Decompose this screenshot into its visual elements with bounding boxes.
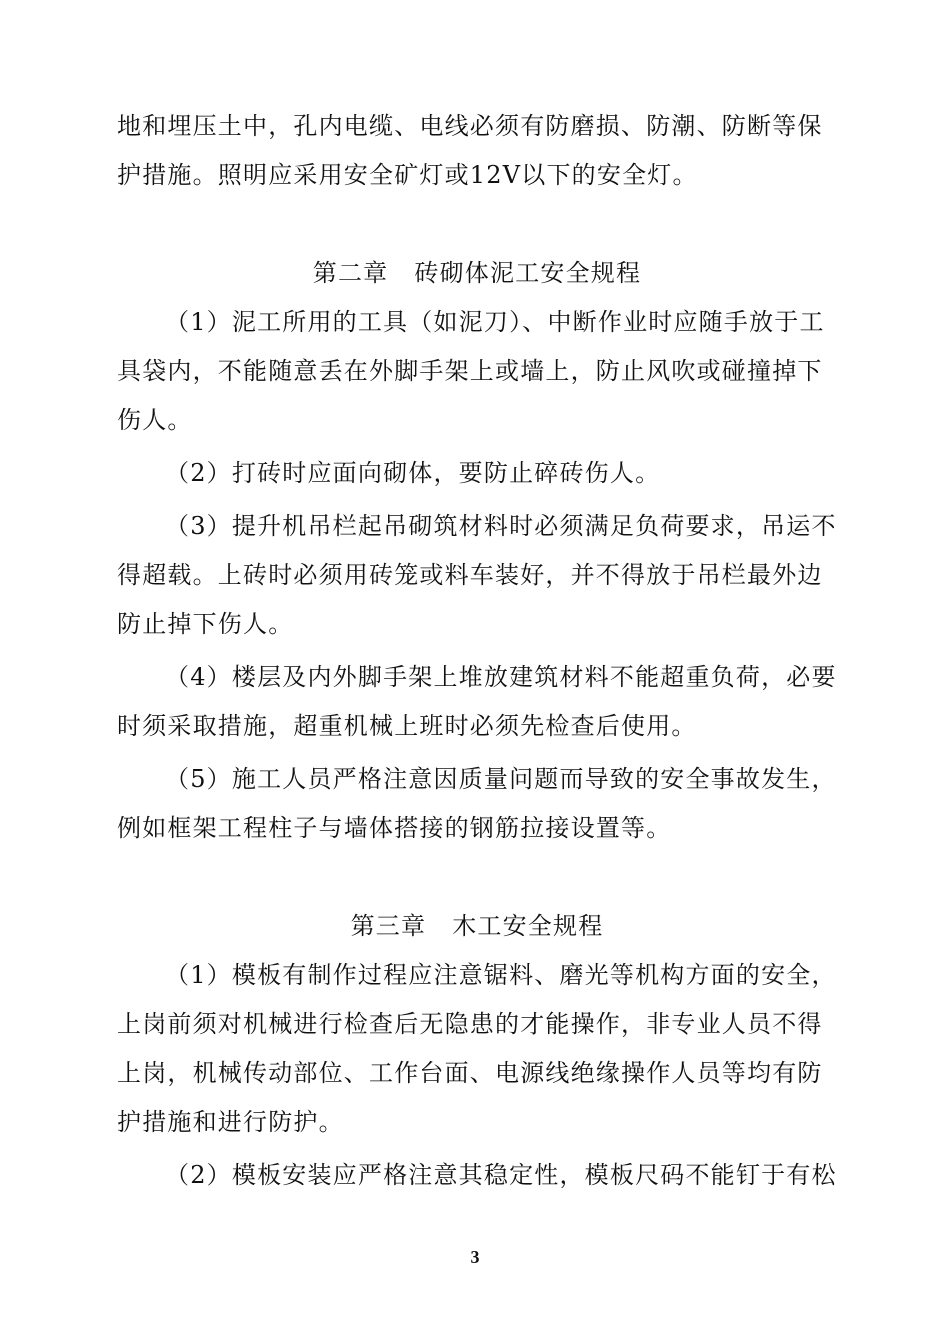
chapter-3-item-1 xyxy=(117,951,837,1147)
chapter-2-item-5 xyxy=(117,755,837,853)
chapter-3-item-2 xyxy=(117,1151,837,1200)
spacer xyxy=(117,853,837,902)
text-line: 护措施和进行防护。 xyxy=(117,1108,344,1136)
document-body xyxy=(117,102,837,1204)
chapter-3-heading xyxy=(117,902,837,951)
text-line: （4）楼层及内外脚手架上堆放建筑材料不能超重负荷，必要 xyxy=(165,663,837,691)
text-line: （2）模板安装应严格注意其稳定性，模板尺码不能钉于有松 xyxy=(165,1161,837,1189)
text-line: （2）打砖时应面向砌体，要防止碎砖伤人。 xyxy=(165,459,661,487)
text-line: （1）泥工所用的工具（如泥刀）、中断作业时应随手放于工 xyxy=(165,308,825,336)
text-line: 地和埋压土中，孔内电缆、电线必须有防磨损、防潮、防断等保 xyxy=(117,112,823,140)
text-line: （5）施工人员严格注意因质量问题而导致的安全事故发生， xyxy=(165,765,837,793)
text-line: 护措施。照明应采用安全矿灯或12V以下的安全灯。 xyxy=(117,161,698,189)
text-line: 时须采取措施，超重机械上班时必须先检查后使用。 xyxy=(117,712,697,740)
text-line: （3）提升机吊栏起吊砌筑材料时必须满足负荷要求，吊运不 xyxy=(165,512,837,540)
text-line: 上岗前须对机械进行检查后无隐患的才能操作，非专业人员不得 xyxy=(117,1010,823,1038)
spacer xyxy=(117,200,837,249)
page-number: 3 xyxy=(470,1247,480,1267)
chapter-2-number: 第二章 xyxy=(312,259,389,287)
chapter-2-heading xyxy=(117,249,837,298)
text-line: 得超载。上砖时必须用砖笼或料车装好，并不得放于吊栏最外边 xyxy=(117,561,823,589)
text-line: 具袋内，不能随意丢在外脚手架上或墙上，防止风吹或碰撞掉下 xyxy=(117,357,823,385)
chapter-2-title: 砖砌体泥工安全规程 xyxy=(414,259,642,287)
text-line: 伤人。 xyxy=(117,406,193,434)
text-line: 上岗，机械传动部位、工作台面、电源线绝缘操作人员等均有防 xyxy=(117,1059,823,1087)
text-line: （1）模板有制作过程应注意锯料、磨光等机构方面的安全， xyxy=(165,961,837,989)
chapter-3-number: 第三章 xyxy=(350,912,427,940)
text-line: 防止掉下伤人。 xyxy=(117,610,294,638)
chapter-3-title: 木工安全规程 xyxy=(452,912,604,940)
intro-paragraph xyxy=(117,102,837,200)
chapter-2-item-4 xyxy=(117,653,837,751)
chapter-2-item-3 xyxy=(117,502,837,649)
chapter-2-item-1 xyxy=(117,298,837,445)
text-line: 例如框架工程柱子与墙体搭接的钢筋拉接设置等。 xyxy=(117,814,672,842)
chapter-2-item-2 xyxy=(117,449,837,498)
